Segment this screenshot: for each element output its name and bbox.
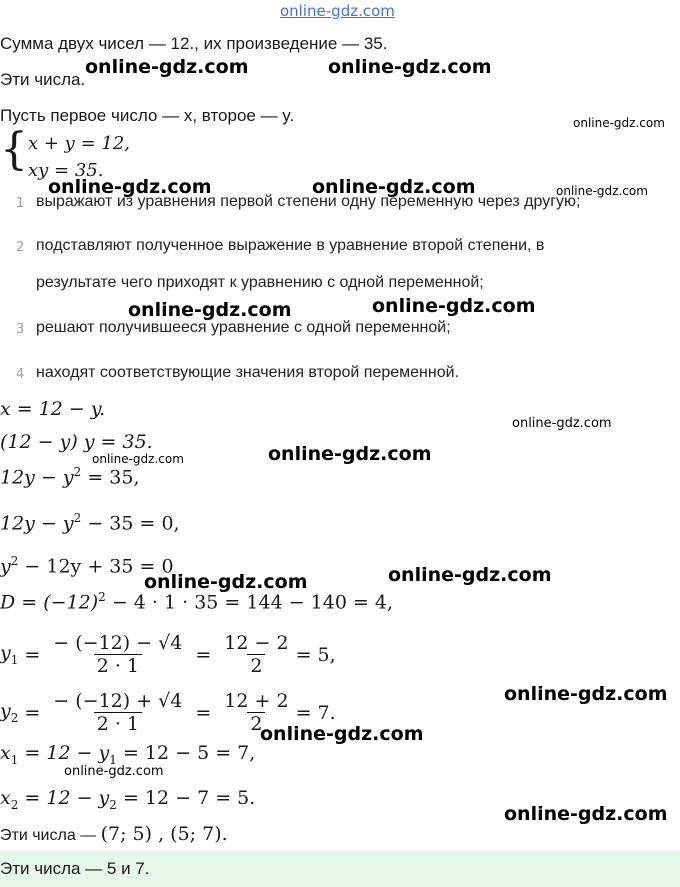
step-number-3: 3 <box>16 322 25 337</box>
watermark: online-gdz.com <box>268 443 432 465</box>
step-number-4: 4 <box>16 367 25 382</box>
root-y1-line: $y_1$ = $\frac{- (-12) - √4}{2 \cdot 1}$ = $\frac{12 - 2}{2}$ = 5, <box>0 632 336 677</box>
system-brace: { <box>0 124 28 175</box>
watermark: online-gdz.com <box>372 295 536 317</box>
watermark: online-gdz.com <box>388 564 552 586</box>
step-text-2b: результате чего приходят к уравнению с одной переменной; <box>36 274 484 291</box>
math-line-5: $y^2 - 12y + 35 = 0$ <box>0 554 174 578</box>
step-text-2a: подставляют полученное выражение в уравнение второй степени, в <box>36 237 545 254</box>
problem-line-1: Сумма двух чисел — 12., их произведение — 35. <box>0 34 388 53</box>
watermark: online-gdz.com <box>48 176 212 198</box>
math-line-4: $12y - y^2 - 35 = 0$, <box>0 511 180 535</box>
system-eq-2: xy = 35. <box>28 160 104 181</box>
discriminant-line: $D = (-12)^2 - 4 \cdot 1 \cdot 35 = 144 - 140 = 4$, <box>0 590 394 614</box>
root-x1-line: $x_1 = 12 - y_1 = 12 - 5 = 7$, <box>0 742 256 767</box>
step-number-2: 2 <box>16 240 25 255</box>
watermark: online-gdz.com <box>556 184 648 198</box>
watermark: online-gdz.com <box>573 116 665 130</box>
watermark: online-gdz.com <box>504 803 668 825</box>
watermark: online-gdz.com <box>85 56 249 78</box>
step-text-1: выражают из уравнения первой степени одну переменную через другую; <box>36 193 581 210</box>
step-text-4: находят соответствующие значения второй переменной. <box>36 364 460 381</box>
root-x2-line: $x_2 = 12 - y_2 = 12 - 7 = 5$. <box>0 787 256 812</box>
math-line-2: (12 − y) y = 35. <box>0 431 153 453</box>
answer-text: Эти числа — 5 и 7. <box>0 859 150 878</box>
watermark: online-gdz.com <box>328 56 492 78</box>
watermark: online-gdz.com <box>128 299 292 321</box>
step-text-3: решают получившееся уравнение с одной переменной; <box>36 319 451 336</box>
watermark: online-gdz.com <box>504 683 668 705</box>
step-number-1: 1 <box>16 196 25 211</box>
watermark: online-gdz.com <box>92 452 184 466</box>
watermark: online-gdz.com <box>144 571 308 593</box>
watermark: online-gdz.com <box>64 764 164 779</box>
problem-line-2: Эти числа. <box>0 70 86 89</box>
watermark: online-gdz.com <box>312 176 476 198</box>
root-y2-line: $y_2$ = $\frac{- (-12) + √4}{2 \cdot 1}$ = $\frac{12 + 2}{2}$ = 7. <box>0 690 336 735</box>
watermark: online-gdz.com <box>260 723 424 745</box>
math-line-3: $12y - y^2 = 35$, <box>0 465 140 489</box>
system-eq-1: x + y = 12, <box>28 133 130 154</box>
math-line-1: x = 12 − y. <box>0 398 106 420</box>
pairs-line: Эти числа — (7; 5) , (5; 7). <box>0 823 228 845</box>
watermark: online-gdz.com <box>512 416 612 431</box>
setup-text: Пусть первое число — x, второе — y. <box>0 106 295 125</box>
watermark-link[interactable]: online-gdz.com <box>280 2 395 20</box>
